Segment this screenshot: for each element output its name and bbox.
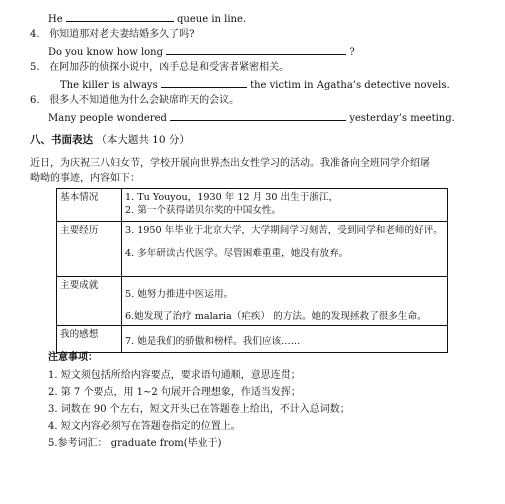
note-item: 3. 词数在 90 个左右，短文开头已在答题卷上给出，不计入总词数； <box>48 404 350 415</box>
row-content: 7. 她是我们的骄傲和榜样。我们应该…… <box>122 326 448 353</box>
section-title: 八、书面表达 （本大题共 10 分） <box>30 134 190 146</box>
table-row <box>57 222 448 277</box>
table-row <box>57 277 448 326</box>
note-item: 2. 第 7 个要点，用 1~2 句展开合理想象，作适当发挥； <box>48 387 301 398</box>
row-content: 3. 1950 年毕业于北京大学，大学期间学习刻苦，受到同学和老师的好评。 4. 多年研读古代医学。尽管困难重重，她没有放弃。 <box>122 222 448 277</box>
answer-blank[interactable] <box>66 11 174 22</box>
row-header: 主要经历 <box>57 222 122 277</box>
answer-blank[interactable] <box>166 44 346 55</box>
question-5-english: The killer is always the victim in Agatha’s detective novels. <box>60 77 450 93</box>
row-content: 5. 她努力推进中医运用。 6.她发现了治疗 malaria（疟疾） 的方法。她的发现拯救了很多生命。 <box>122 277 448 326</box>
answer-blank[interactable] <box>161 77 247 88</box>
table-row <box>57 189 448 222</box>
row-header: 我的感想 <box>57 326 122 353</box>
intro-paragraph: 近日，为庆祝三八妇女节，学校开展向世界杰出女性学习的活动。我准备向全班同学介绍屠 <box>30 158 430 169</box>
sentence-3-english: He queue in line. <box>48 11 246 27</box>
question-4-chinese: 4. 你知道那对老夫妻结婚多久了吗? <box>30 29 195 40</box>
note-item: 1. 短文须包括所给内容要点，要求语句通顺，意思连贯； <box>48 370 301 381</box>
table-row <box>57 326 448 353</box>
question-4-english: Do you know how long ? <box>48 44 355 60</box>
question-6-english: Many people wondered yesterday’s meeting. <box>48 110 455 126</box>
note-item: 4. 短文内容必须写在答题卷指定的位置上。 <box>48 421 241 432</box>
notes-title: 注意事项： <box>48 352 98 363</box>
row-header: 主要成就 <box>57 277 122 326</box>
answer-blank[interactable] <box>170 110 346 121</box>
content-table <box>56 188 448 353</box>
intro-paragraph-continued: 呦呦的事迹，内容如下： <box>30 173 140 184</box>
row-content: 1. Tu Youyou，1930 年 12 月 30 出生于浙江， 2. 第一个获得诺贝尔奖的中国女性。 <box>122 189 448 222</box>
row-header: 基本情况 <box>57 189 122 222</box>
question-6-chinese: 6. 很多人不知道他为什么会缺席昨天的会议。 <box>30 95 240 106</box>
note-item: 5.参考词汇： graduate from(毕业于) <box>48 438 222 449</box>
question-5-chinese: 5. 在阿加莎的侦探小说中，凶手总是和受害者紧密相关。 <box>30 62 290 73</box>
